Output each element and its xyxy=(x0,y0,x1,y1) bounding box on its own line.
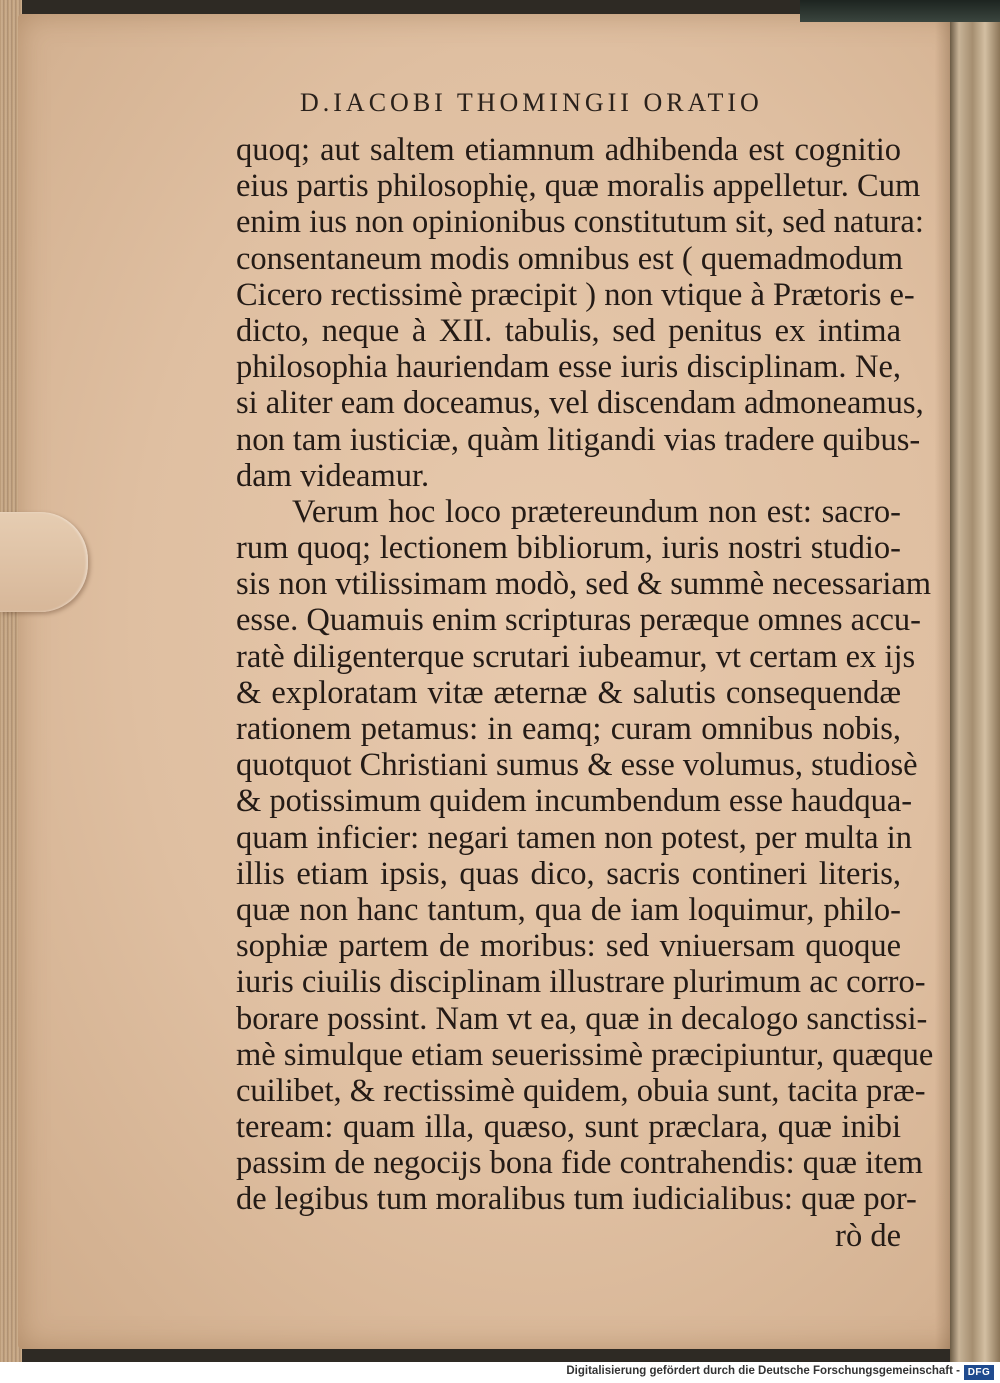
binding-strip xyxy=(800,0,1000,22)
text-line: quotquot Christiani sumus & esse volumus, studiosè xyxy=(236,747,918,784)
text-line: de legibus tum moralibus tum iudicialibus: quæ por- xyxy=(236,1181,917,1218)
text-line: teream: quam illa, quæso, sunt præclara, quæ inibi xyxy=(236,1109,901,1146)
text-line: ratè diligenterque scrutari iubeamur, vt certam ex ijs xyxy=(236,638,916,675)
text-line: mè simulque etiam seuerissimè præcipiuntur, quæque xyxy=(236,1036,934,1073)
dfg-logo: DFG xyxy=(964,1365,994,1380)
text-line: cuilibet, & rectissimè quidem, obuia sunt, tacita præ- xyxy=(236,1072,926,1109)
funding-credit: Digitalisierung gefördert durch die Deutsche Forschungsgemeinschaft - xyxy=(566,1365,960,1377)
bookmark-clip xyxy=(0,512,88,612)
text-line: dam videamur. xyxy=(236,457,430,494)
text-line: quam inficier: negari tamen non potest, per multa in xyxy=(236,819,912,856)
running-head: D.IACOBI THOMINGII ORATIO xyxy=(300,88,763,117)
text-line: borare possint. Nam vt ea, quæ in decalogo sanctissi- xyxy=(236,1000,928,1037)
text-line: sis non vtilissimam modò, sed & summè necessariam xyxy=(236,566,932,603)
text-line: eius partis philosophię, quæ moralis appelletur. Cum xyxy=(236,168,921,205)
text-line: & potissimum quidem incumbendum esse haudqua- xyxy=(236,783,913,820)
text-line: rum quoq; lectionem bibliorum, iuris nostri studio- xyxy=(236,530,901,567)
text-line: non tam iusticiæ, quàm litigandi vias tradere quibus- xyxy=(236,421,921,458)
text-line: passim de negocijs bona fide contrahendis: quæ item xyxy=(236,1145,923,1182)
text-line: philosophia hauriendam esse iuris disciplinam. Ne, xyxy=(236,349,901,386)
body-text xyxy=(236,132,934,1254)
text-line: enim ius non opinionibus constitutum sit, sed natura: xyxy=(236,204,924,241)
text-line: Cicero rectissimè præcipit ) non vtique à Prætoris e- xyxy=(236,276,915,313)
text-line: quoq; aut saltem etiamnum adhibenda est cognitio xyxy=(236,132,901,168)
right-page-stack xyxy=(950,0,1000,1362)
text-line: rationem petamus: in eamq; curam omnibus nobis, xyxy=(236,711,901,747)
text-line: & exploratam vitæ æternæ & salutis consequendæ xyxy=(236,674,901,711)
paragraph-start-line: Verum hoc loco prætereundum non est: sacro- xyxy=(292,493,901,530)
catchword: rò de xyxy=(835,1217,901,1254)
text-line: sophiæ partem de moribus: sed vniuersam quoque xyxy=(236,928,901,965)
footer-bar xyxy=(0,1362,1000,1383)
text-line: quæ non hanc tantum, qua de iam loquimur, philo- xyxy=(236,891,901,928)
text-line: dicto, neque à XII. tabulis, sed penitus ex intima xyxy=(236,312,901,349)
text-line: si aliter eam doceamus, vel discendam admoneamus, xyxy=(236,385,924,422)
text-line: consentaneum modis omnibus est ( quemadmodum xyxy=(236,240,904,277)
text-line: esse. Quamuis enim scripturas peræque omnes accu- xyxy=(236,602,922,639)
text-line: illis etiam ipsis, quas dico, sacris contineri literis, xyxy=(236,855,901,892)
text-line: iuris ciuilis disciplinam illustrare plurimum ac corro- xyxy=(236,964,926,1001)
